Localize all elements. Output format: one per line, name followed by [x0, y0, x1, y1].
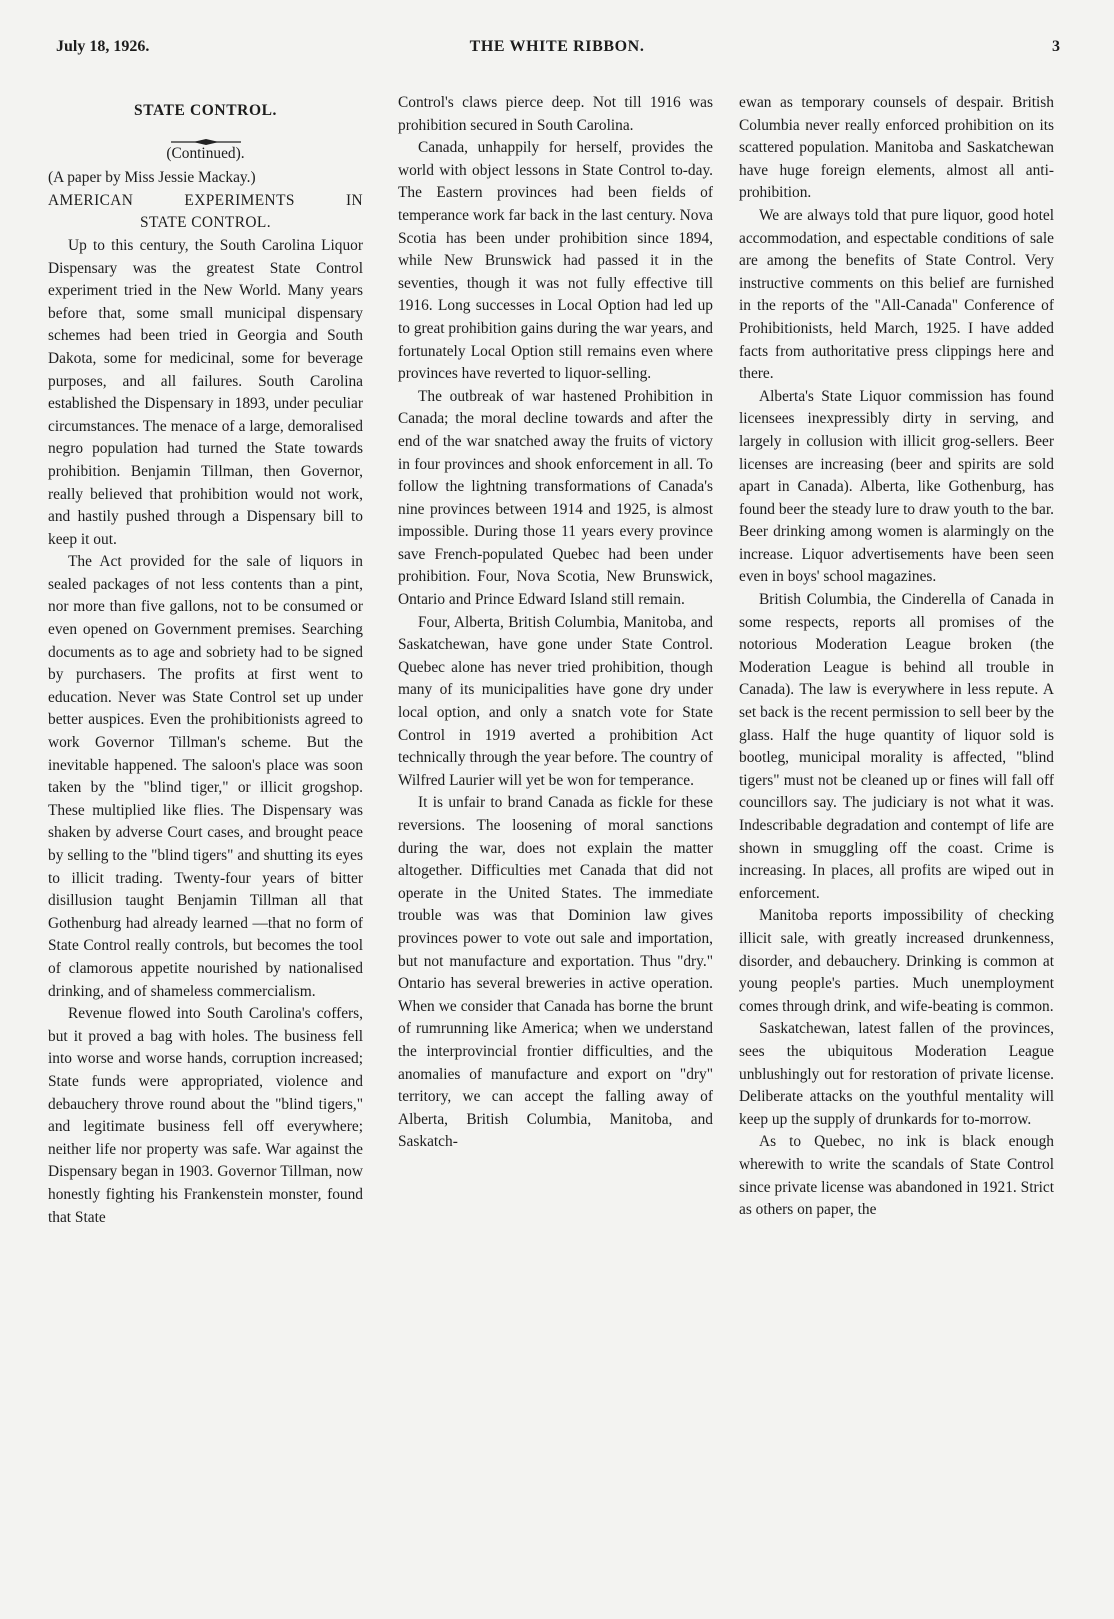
- paragraph-continuation: ewan as temporary counsels of despair. British Columbia never really enforced prohibition on its scattered population. Manitoba and Saskatchewan have huge foreign elements, almost all anti-prohibition.: [739, 94, 1054, 202]
- continued-note: (Continued).: [166, 144, 245, 162]
- paragraph: It is unfair to brand Canada as fickle for these reversions. The loosening of moral sanctions during the war, does not explain the matter altogether. Difficulties met Canada that did not operate in the United States. The immediate trouble was was that Dominion law gives provinces power to vote out sale and importation, but not manufacture and exportation. Thus "dry." Ontario has several breweries in active operation. When we consider that Canada has borne the brunt of rumrunning like America; when we understand the interprovincial frontier difficulties, and the anomalies of manufacture and export on "dry" territory, we can accept the falling away of Alberta, British Columbia, Manitoba, and Saskatch-: [398, 794, 713, 1151]
- paragraph: As to Quebec, no ink is black enough wherewith to write the scandals of State Control since private license was abandoned in 1921. Strict as others on paper, the: [739, 1133, 1054, 1219]
- byline: (A paper by Miss Jessie Mackay.): [48, 169, 256, 187]
- paragraph: The outbreak of war hastened Prohibition in Canada; the moral decline towards and after the end of the war snatched away the fruits of victory in four provinces and shook enforcement in all. To follow the lightning transformations of Canada's nine provinces between 1914 and 1925, is almost impossible. During those 11 years every province save French-populated Quebec had been under prohibition. Four, Nova Scotia, New Brunswick, Ontario and Prince Edward Island still remain.: [398, 387, 713, 609]
- paragraph: Manitoba reports impossibility of checking illicit sale, with greatly increased drunkenness, disorder, and debauchery. Drinking is common at young people's parties. Much unemployment comes through drink, and wife-beating is common.: [739, 907, 1054, 1015]
- column-1: [48, 90, 363, 1229]
- page-number: 3: [1052, 38, 1060, 55]
- paragraph: Canada, unhappily for herself, provides the world with object lessons in State Control to-day. The Eastern provinces had been fields of temperance work far back in the last century. Nova Scotia has been under prohibition since 1894, while New Brunswick had passed it in the seventies, though it was not fully effective till 1916. Long successes in Local Option had led up to great prohibition gains during the war years, and fortunately Local Option still remains even where provinces have reverted to liquor-selling.: [398, 139, 713, 383]
- title-ornament-rule: [48, 131, 363, 139]
- column-3: [739, 92, 1054, 1222]
- paragraph: Saskatchewan, latest fallen of the provinces, sees the ubiquitous Moderation League unblushingly out for restoration of private license. Deliberate attacks on the youthful mentality will keep up the supply of drunkards for to-morrow.: [739, 1020, 1054, 1128]
- issue-date: July 18, 1926.: [56, 38, 150, 55]
- publication-title: THE WHITE RIBBON.: [469, 38, 645, 55]
- subhead-line-2: STATE CONTROL.: [140, 214, 271, 232]
- paragraph: British Columbia, the Cinderella of Canada in some respects, reports all promises of the notorious Moderation League broken (the Moderation League is behind all trouble in Canada). The law is everywhere in less repute. A set back is the recent permission to sell beer by the glass. Half the huge quantity of liquor sold is bootleg, municipal morality is affected, "blind tigers" must not be cleaned up or fines will fall off councillors say. The judiciary is not what it was. Indescribable degradation and contempt of life are shown in smuggling off the coast. Crime is increasing. In places, all profits are wiped out in enforcement.: [739, 591, 1054, 902]
- article-title: STATE CONTROL.: [133, 102, 278, 119]
- paragraph: Alberta's State Liquor commission has found licensees inexpressibly dirty in serving, and largely in collusion with illicit grog-sellers. Beer licenses are increasing (beer and spirits are sold apart in Canada). Alberta, like Gothenburg, has found beer the steady lure to draw youth to the bar. Beer drinking among women is alarmingly on the increase. Liquor advertisements have been seen even in boys' school magazines.: [739, 387, 1054, 586]
- paragraph: The Act provided for the sale of liquors in sealed packages of not less contents than a pint, nor more than five gallons, not to be consumed or even opened on Government premises. Searching documents as to age and sobriety had to be signed by purchasers. The profits at first went to education. Never was State Control set up under better auspices. Even the prohibitionists agreed to work Governor Tillman's scheme. But the inevitable happened. The saloon's place was soon taken by the "blind tiger," or illicit grogshop. These multiplied like flies. The Dispensary was shaken by adverse Court cases, and brought peace by selling to the "blind tigers" and shutting its eyes to illicit trading. Twenty-four years of bitter disillusion taught Benjamin Tillman all that Gothenburg had already learned —that no form of State Control really controls, but becomes the tool of clamorous appetite nourished by nationalised drinking, and of shameless commercialism.: [48, 553, 363, 1000]
- paragraph-continuation: Control's claws pierce deep. Not till 1916 was prohibition secured in South Carolina.: [398, 94, 713, 134]
- subhead-line-1: AMERICAN EXPERIMENTS IN: [48, 191, 363, 209]
- paragraph: Four, Alberta, British Columbia, Manitoba, and Saskatchewan, have gone under State Control. Quebec alone has never tried prohibition, though many of its municipalities have gone dry under local option, and only a snatch vote for State Control in 1919 averted a prohibition Act technically through the year before. The country of Wilfred Laurier will yet be won for temperance.: [398, 613, 713, 789]
- paragraph: Up to this century, the South Carolina Liquor Dispensary was the greatest State Control experiment tried in the New World. Many years before that, some small municipal dispensary schemes had been tried in Georgia and South Dakota, some for medicinal, some for beverage purposes, and all failures. South Carolina established the Dispensary in 1893, under peculiar circumstances. The menace of a large, demoralised negro population had turned the State towards prohibition. Benjamin Tillman, then Governor, really believed that prohibition would not work, and hastily pushed through a Dispensary bill to keep it out.: [48, 236, 363, 548]
- paragraph: Revenue flowed into South Carolina's coffers, but it proved a bag with holes. The business fell into worse and worse hands, corruption increased; State funds were appropriated, violence and debauchery throve round about the "blind tigers," and legitimate business fell off everywhere; neither life nor property was safe. War against the Dispensary began in 1903. Governor Tillman, now honestly fighting his Frankenstein monster, found that State: [48, 1005, 363, 1226]
- paragraph: We are always told that pure liquor, good hotel accommodation, and espectable conditions of sale are among the benefits of State Control. Very instructive comments on this belief are furnished in the reports of the "All-Canada" Conference of Prohibitionists, held March, 1925. I have added facts from authoritative press clippings here and there.: [739, 206, 1054, 383]
- column-2: [398, 92, 713, 1154]
